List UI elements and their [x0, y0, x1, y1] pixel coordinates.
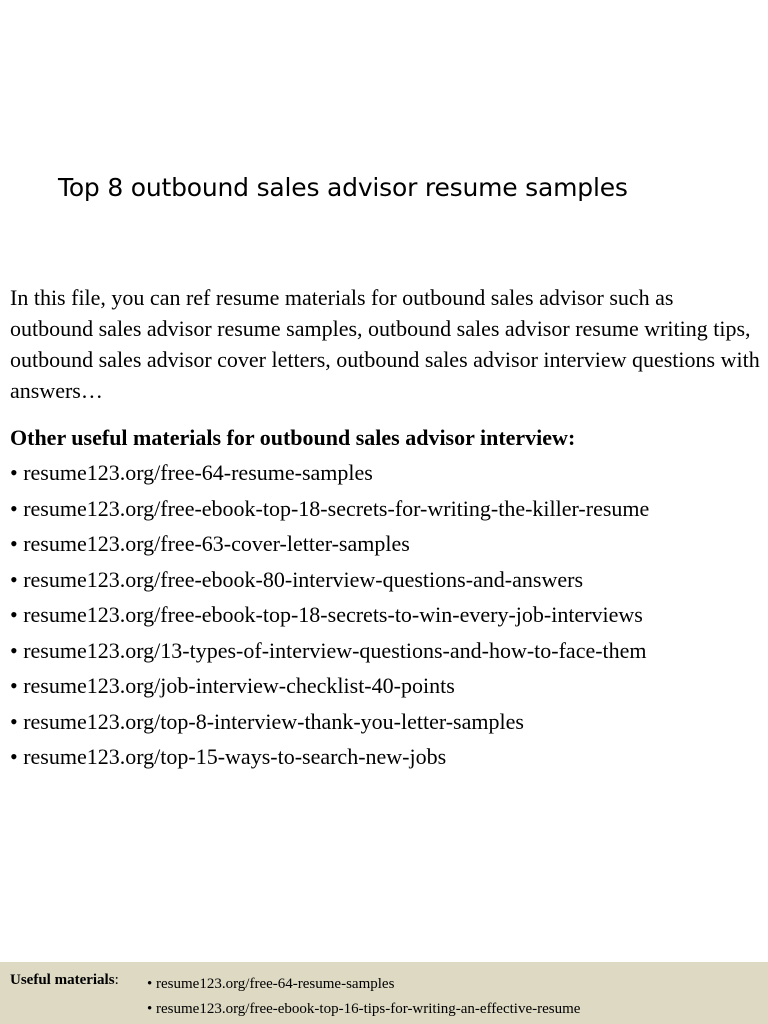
resource-link[interactable]: resume123.org/free-ebook-top-18-secrets-for-writing-the-killer-resume [23, 495, 650, 521]
page-title: Top 8 outbound sales advisor resume samples [58, 173, 628, 202]
bullet-icon: • [10, 708, 18, 734]
footer-resource-link[interactable]: resume123.org/free-ebook-top-16-tips-for-writing-an-effective-resume [156, 1001, 581, 1017]
list-item [10, 566, 765, 602]
bullet-icon: • [10, 566, 18, 592]
bullet-icon: • [10, 673, 18, 698]
list-item [147, 972, 580, 997]
footer-label-text: Useful materials [10, 972, 115, 988]
materials-heading: Other useful materials for outbound sales advisor interview: [10, 425, 576, 450]
bullet-icon: • [10, 460, 18, 485]
resource-link[interactable]: resume123.org/free-ebook-80-interview-questions-and-answers [23, 566, 583, 592]
resource-link[interactable]: resume123.org/free-64-resume-samples [23, 460, 373, 485]
list-item [10, 672, 765, 708]
intro-paragraph: In this file, you can ref resume materials for outbound sales advisor such as outbound sales advisor resume samples, outbound sales advisor resume writing tips, outbound sales advisor cover letters, outbound sales advisor interview questions with answers… [10, 285, 760, 403]
list-item [10, 459, 765, 495]
useful-materials-footer [0, 962, 768, 1024]
bullet-icon: • [10, 637, 18, 663]
list-item [10, 708, 765, 744]
bullet-icon: • [10, 531, 18, 556]
list-item [10, 637, 765, 673]
bullet-icon: • [147, 1001, 153, 1017]
bullet-icon: • [10, 495, 18, 521]
bullet-icon: • [147, 976, 153, 992]
resource-link[interactable]: resume123.org/job-interview-checklist-40-points [23, 673, 455, 698]
resource-link[interactable]: resume123.org/top-8-interview-thank-you-letter-samples [23, 708, 524, 734]
bullet-icon: • [10, 602, 18, 627]
list-item [10, 601, 765, 637]
list-item [10, 530, 765, 566]
footer-label [10, 972, 119, 989]
resource-link[interactable]: resume123.org/top-15-ways-to-search-new-jobs [23, 744, 447, 769]
list-item [10, 495, 765, 531]
footer-label-colon: : [114, 972, 119, 988]
materials-link-list [10, 459, 765, 779]
list-item [10, 743, 765, 779]
resource-link[interactable]: resume123.org/free-63-cover-letter-samples [23, 531, 410, 556]
resource-link[interactable]: resume123.org/13-types-of-interview-questions-and-how-to-face-them [23, 637, 647, 663]
resource-link[interactable]: resume123.org/free-ebook-top-18-secrets-to-win-every-job-interviews [23, 602, 643, 627]
footer-link-list [147, 972, 580, 1022]
list-item [147, 997, 580, 1022]
bullet-icon: • [10, 744, 18, 769]
footer-resource-link[interactable]: resume123.org/free-64-resume-samples [156, 976, 395, 992]
